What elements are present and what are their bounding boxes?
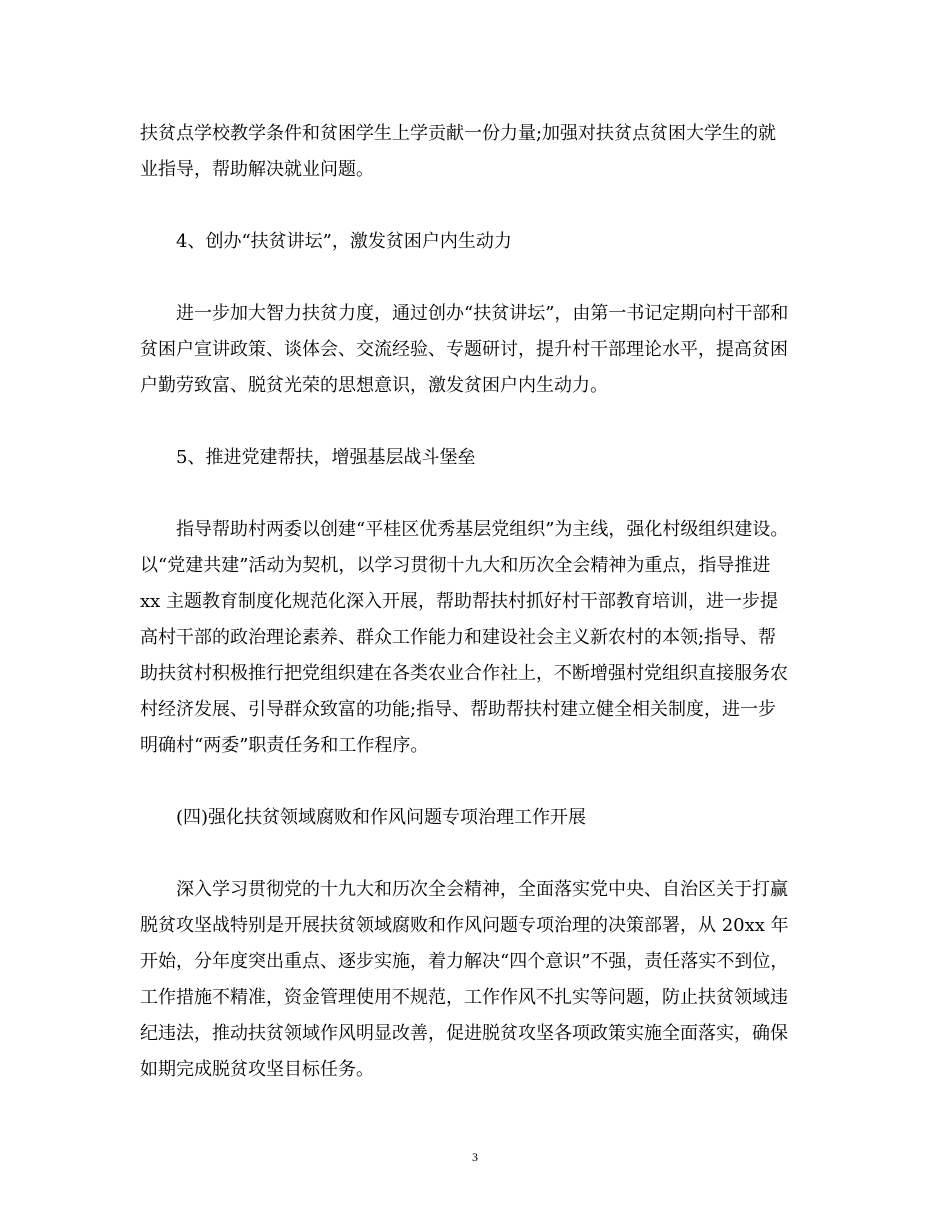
section-heading-four xyxy=(140,800,812,836)
text-line: 明确村“两委”职责任务和工作程序。 xyxy=(140,735,429,756)
heading-text: (四)强化扶贫领域腐败和作风问题专项治理工作开展 xyxy=(176,807,587,828)
text-line: xx 主题教育制度化规范化深入开展，帮助帮扶村抓好村干部教育培训，进一步提 xyxy=(140,591,779,612)
text-line: 助扶贫村积极推行把党组织建在各类农业合作社上，不断增强村党组织直接服务农 xyxy=(140,663,788,684)
text-line: 扶贫点学校教学条件和贫困学生上学贡献一份力量;加强对扶贫点贫困大学生的就 xyxy=(140,123,777,144)
text-line: 业指导，帮助解决就业问题。 xyxy=(140,159,374,180)
heading-text: 5、推进党建帮扶，增强基层战斗堡垒 xyxy=(176,447,476,468)
text-line: 纪违法，推动扶贫领域作风明显改善，促进脱贫攻坚各项政策实施全面落实，确保 xyxy=(140,1023,788,1044)
text-line: 脱贫攻坚战特别是开展扶贫领域腐败和作风问题专项治理的决策部署，从 20xx 年 xyxy=(140,915,789,936)
paragraph-continuation xyxy=(140,116,812,188)
heading-text: 4、创办“扶贫讲坛”，激发贫困户内生动力 xyxy=(176,231,512,252)
page-number: 3 xyxy=(472,1150,478,1164)
text-line: 高村干部的政治理论素养、群众工作能力和建设社会主义新农村的本领;指导、帮 xyxy=(140,627,777,648)
text-line: 贫困户宣讲政策、谈体会、交流经验、专题研讨，提升村干部理论水平，提高贫困 xyxy=(140,339,788,360)
text-line: 指导帮助村两委以创建“平桂区优秀基层党组织”为主线，强化村级组织建设。 xyxy=(176,519,789,540)
text-line: 村经济发展、引导群众致富的功能;指导、帮助帮扶村建立健全相关制度，进一步 xyxy=(140,699,777,720)
text-line: 以“党建共建”活动为契机，以学习贯彻十九大和历次全会精神为重点，指导推进 xyxy=(140,555,771,576)
paragraph-section-four xyxy=(140,872,812,1088)
section-heading-4 xyxy=(140,224,812,260)
text-line: 户勤劳致富、脱贫光荣的思想意识，激发贫困户内生动力。 xyxy=(140,375,608,396)
text-line: 工作措施不精准，资金管理使用不规范，工作作风不扎实等问题，防止扶贫领域违 xyxy=(140,987,788,1008)
text-line: 如期完成脱贫攻坚目标任务。 xyxy=(140,1059,374,1080)
text-line: 深入学习贯彻党的十九大和历次全会精神，全面落实党中央、自治区关于打赢 xyxy=(176,879,788,900)
section-heading-5 xyxy=(140,440,812,476)
paragraph-5 xyxy=(140,512,812,764)
paragraph-4 xyxy=(140,296,812,404)
text-line: 进一步加大智力扶贫力度，通过创办“扶贫讲坛”，由第一书记定期向村干部和 xyxy=(176,303,789,324)
text-line: 开始，分年度突出重点、逐步实施，着力解决“四个意识”不强，责任落实不到位， xyxy=(140,951,789,972)
